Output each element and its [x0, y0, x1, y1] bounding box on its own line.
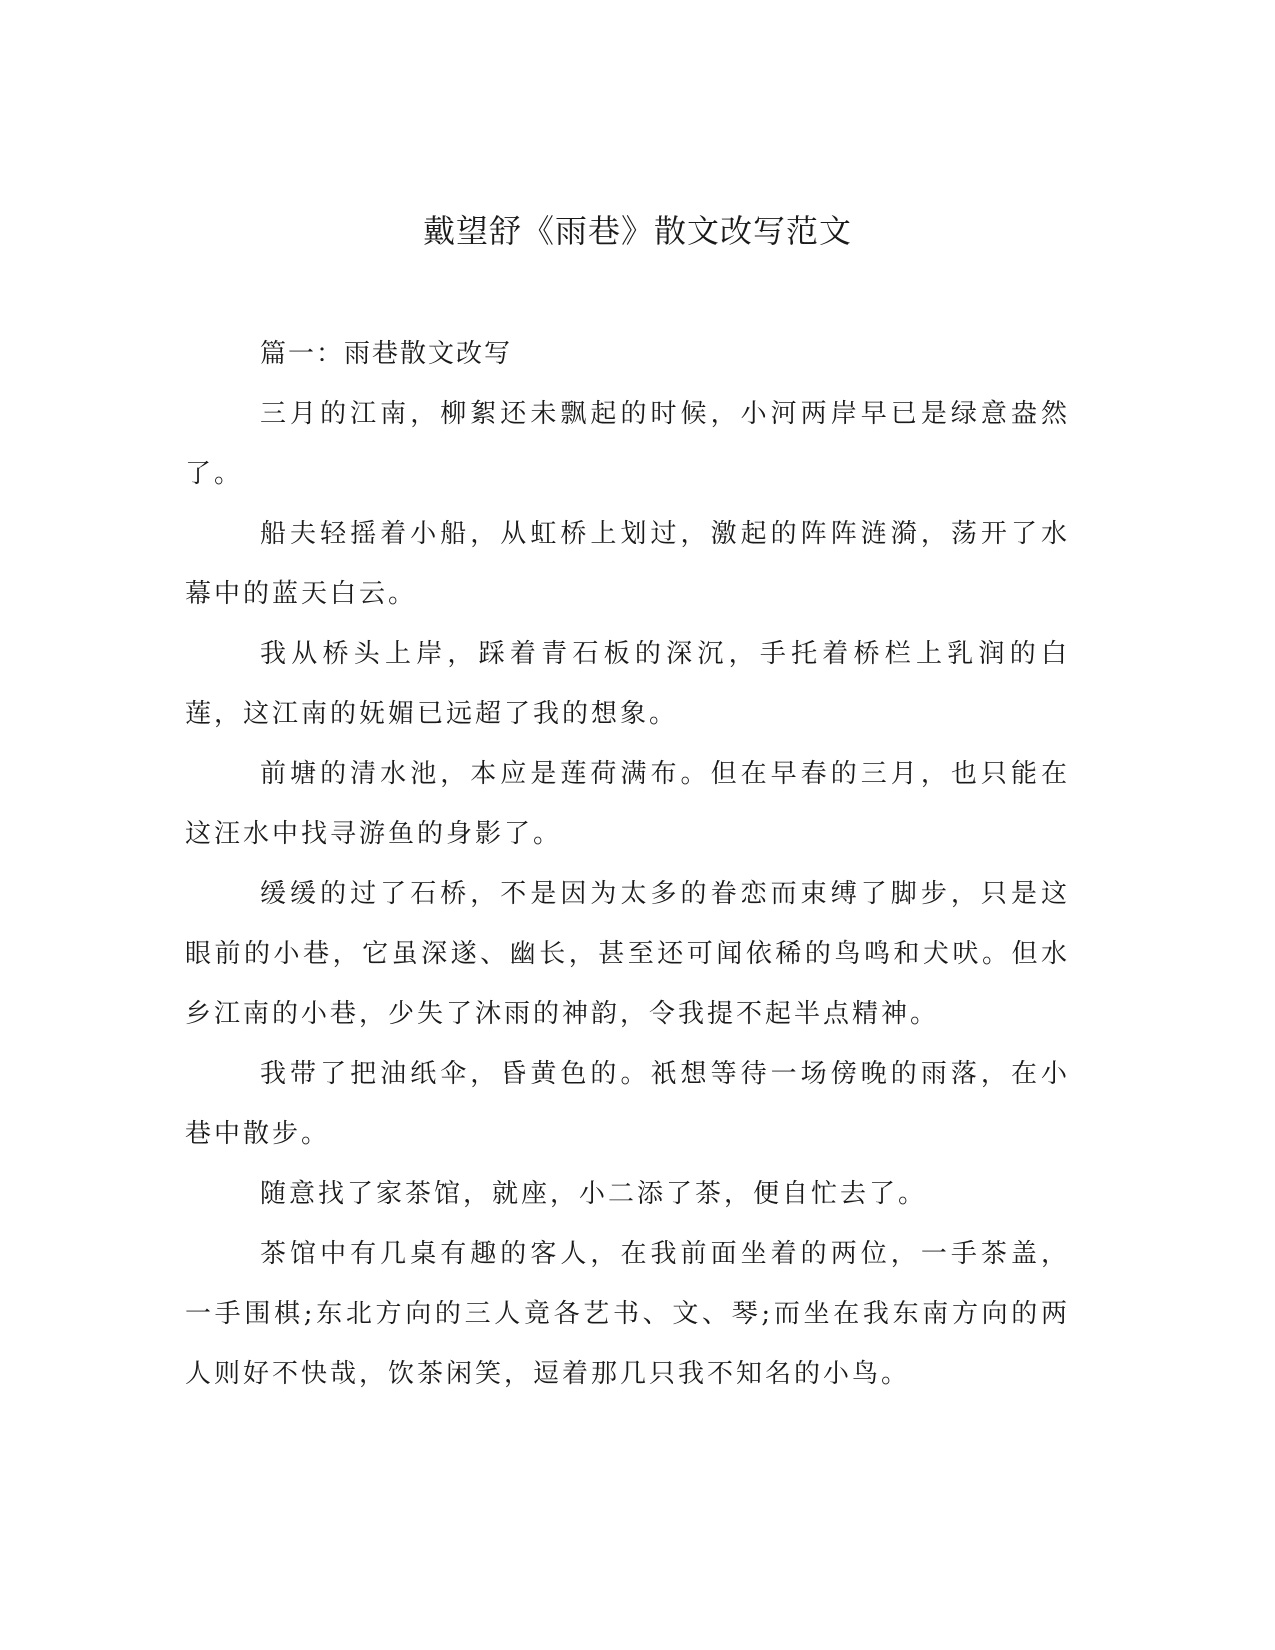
paragraph: 三月的江南，柳絮还未飘起的时候，小河两岸早已是绿意盎然了。 — [185, 399, 1070, 489]
paragraph: 茶馆中有几桌有趣的客人，在我前面坐着的两位，一手茶盖，一手围棋;东北方向的三人竟各艺书、文、琴;而坐在我东南方向的两人则好不快哉，饮茶闲笑，逗着那几只我不知名的小鸟。 — [185, 1239, 1070, 1389]
document-title: 戴望舒《雨巷》散文改写范文 — [422, 212, 852, 250]
paragraph: 随意找了家茶馆，就座，小二添了茶，便自忙去了。 — [260, 1179, 928, 1209]
paragraph: 船夫轻摇着小船，从虹桥上划过，激起的阵阵涟漪，荡开了水幕中的蓝天白云。 — [185, 519, 1070, 609]
paragraph: 我带了把油纸伞，昏黄色的。祇想等待一场傍晚的雨落，在小巷中散步。 — [185, 1059, 1070, 1149]
paragraph: 缓缓的过了石桥，不是因为太多的眷恋而束缚了脚步，只是这眼前的小巷，它虽深遂、幽长，甚至还可闻依稀的鸟鸣和犬吠。但水乡江南的小巷，少失了沐雨的神韵，令我提不起半点精神。 — [185, 879, 1070, 1029]
paragraph: 前塘的清水池，本应是莲荷满布。但在早春的三月，也只能在这汪水中找寻游鱼的身影了。 — [185, 759, 1070, 849]
document-body — [185, 324, 1070, 1404]
paragraph: 我从桥头上岸，踩着青石板的深沉，手托着桥栏上乳润的白莲，这江南的妩媚已远超了我的想象。 — [185, 639, 1070, 729]
section-heading: 篇一：雨巷散文改写 — [260, 339, 513, 369]
